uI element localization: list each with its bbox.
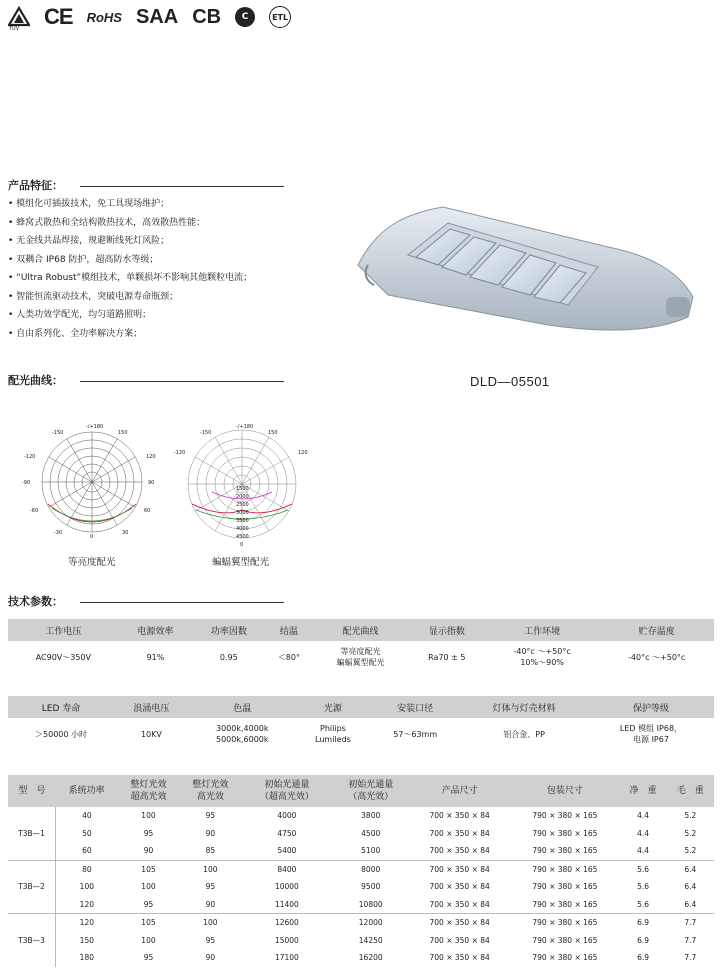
table-cell: 95 bbox=[205, 935, 216, 945]
table-header: 浪涌电压 bbox=[114, 696, 189, 718]
feature-item: • “Ultra Robust”模组技术，单颗损坏不影响其他颗粒电流； bbox=[8, 273, 253, 283]
table-row bbox=[8, 932, 714, 950]
table-cell: 4.4 bbox=[637, 828, 650, 838]
table-header: 工作电压 bbox=[8, 619, 119, 641]
table-cell: 5.2 bbox=[684, 828, 697, 838]
tick-label: -150 bbox=[200, 430, 212, 436]
table-cell: 铝合金、PP bbox=[503, 729, 545, 739]
table-cell: 700 × 350 × 84 bbox=[429, 899, 490, 909]
table-cell: 6.4 bbox=[667, 860, 714, 878]
spec-table-1 bbox=[8, 619, 714, 673]
params-title: 技术参数： bbox=[8, 595, 63, 608]
table-cell: 4500 bbox=[361, 828, 381, 838]
table-row bbox=[8, 718, 714, 750]
table-header: 初始光通量 （高光效） bbox=[332, 775, 409, 807]
table-header: 包装尺寸 bbox=[510, 775, 619, 807]
table-cell: 790 × 380 × 165 bbox=[532, 953, 598, 963]
c-tick-mark: C bbox=[235, 7, 255, 27]
table-cell: 4000 bbox=[277, 811, 297, 821]
feature-list bbox=[8, 195, 252, 343]
table-row bbox=[8, 842, 714, 860]
model-group-name: T3B—1 bbox=[8, 807, 56, 860]
table-cell: 790 × 380 × 165 bbox=[532, 828, 598, 838]
table-cell: 100 bbox=[79, 882, 94, 892]
model-number: DLD—05501 bbox=[470, 374, 550, 389]
table-header: 功率因数 bbox=[192, 619, 265, 641]
table-cell: 9500 bbox=[361, 882, 381, 892]
table-cell: 700 × 350 × 84 bbox=[429, 828, 490, 838]
table-header: 光源 bbox=[296, 696, 370, 718]
tick-label: 150 bbox=[268, 430, 278, 436]
tick-label: -60 bbox=[30, 508, 39, 514]
table-cell: 7.7 bbox=[684, 953, 697, 963]
model-group-name: T3B—2 bbox=[8, 860, 56, 914]
table-cell: LED 模组 IP68， 电源 IP67 bbox=[619, 724, 683, 744]
table-cell: 790 × 380 × 165 bbox=[532, 899, 598, 909]
table-row bbox=[8, 896, 714, 914]
table-cell: 60 bbox=[82, 846, 92, 856]
tuv-triangle-icon bbox=[8, 6, 30, 32]
model-group-name: T3B—3 bbox=[8, 914, 56, 967]
table-cell: 16200 bbox=[358, 953, 383, 963]
etl-mark: ETL bbox=[269, 6, 291, 28]
table-cell: 5.6 bbox=[637, 899, 650, 909]
table-cell: 790 × 380 × 165 bbox=[510, 914, 619, 932]
table-cell: -40°c ～+50°c bbox=[628, 652, 686, 662]
tick-label: 2500 bbox=[236, 502, 249, 508]
table-cell: 180 bbox=[79, 953, 94, 963]
rohs-mark: RoHS bbox=[86, 9, 122, 25]
params-divider bbox=[80, 602, 284, 603]
tick-label: -30 bbox=[54, 530, 63, 536]
table-header: 保护等级 bbox=[588, 696, 714, 718]
polar-left-caption: 等亮度配光 bbox=[68, 557, 116, 568]
table-cell: -40°c ～+50°c 10%～90% bbox=[513, 647, 571, 667]
cb-mark: CB bbox=[192, 6, 222, 28]
table-cell: 5100 bbox=[361, 846, 381, 856]
table-cell: 50 bbox=[82, 828, 92, 838]
table-cell: 100 bbox=[179, 860, 241, 878]
table-cell: 0.95 bbox=[219, 652, 238, 662]
table-cell: AC90V～350V bbox=[35, 652, 91, 662]
table-cell: 5.6 bbox=[620, 860, 667, 878]
table-cell: 90 bbox=[205, 953, 216, 963]
table-cell: 10800 bbox=[358, 899, 383, 909]
features-divider bbox=[80, 186, 284, 187]
table-cell: 90 bbox=[205, 828, 216, 838]
tick-label: 120 bbox=[298, 450, 308, 456]
curve-title: 配光曲线： bbox=[8, 374, 63, 387]
polar-chart-right bbox=[170, 418, 320, 548]
table-cell: 5.6 bbox=[637, 882, 650, 892]
table-cell: 6.9 bbox=[620, 914, 667, 932]
table-header: 系统功率 bbox=[56, 775, 118, 807]
feature-item: • 蜂窝式散热和全结构散热技术，高效散热性能； bbox=[8, 217, 206, 228]
table-header: 产品尺寸 bbox=[409, 775, 510, 807]
curve-divider bbox=[80, 381, 284, 382]
tick-label: -/+180 bbox=[86, 424, 104, 430]
table-cell: 700 × 350 × 84 bbox=[429, 953, 490, 963]
table-header: 配光曲线 bbox=[312, 619, 409, 641]
table-cell: 95 bbox=[205, 882, 216, 892]
table-cell: 700 × 350 × 84 bbox=[429, 846, 490, 856]
tick-label: 1500 bbox=[236, 486, 249, 492]
table-cell: 100 bbox=[141, 811, 156, 821]
table-cell: 700 × 350 × 84 bbox=[429, 811, 490, 821]
tick-label: 90 bbox=[148, 480, 155, 486]
table-header: LED 寿命 bbox=[8, 696, 114, 718]
table-header: 初始光通量 （超高光效） bbox=[241, 775, 332, 807]
table-header: 显示指数 bbox=[409, 619, 485, 641]
certification-logos bbox=[8, 4, 291, 32]
table-cell: 90 bbox=[143, 846, 154, 856]
table-header: 毛 重 bbox=[667, 775, 714, 807]
table-cell: 4.4 bbox=[637, 811, 650, 821]
tick-label: 30 bbox=[122, 530, 129, 536]
table-cell: 790 × 380 × 165 bbox=[532, 935, 598, 945]
table-cell: 790 × 380 × 165 bbox=[532, 846, 598, 856]
table-cell: 100 bbox=[141, 935, 156, 945]
tick-label: 120 bbox=[146, 454, 156, 460]
table-cell: 700 × 350 × 84 bbox=[409, 860, 510, 878]
tick-label: 150 bbox=[118, 430, 128, 436]
saa-mark: SAA bbox=[135, 6, 179, 28]
table-header: 灯体与灯壳材料 bbox=[460, 696, 588, 718]
table-cell: 95 bbox=[143, 899, 154, 909]
table-cell: ＜80° bbox=[277, 652, 300, 662]
table-cell: 95 bbox=[143, 953, 154, 963]
table-cell: 700 × 350 × 84 bbox=[429, 935, 490, 945]
feature-item: • 无金线共晶焊接，规避断线死灯风险； bbox=[8, 236, 170, 246]
tick-label: -120 bbox=[24, 454, 36, 460]
spec-table-2 bbox=[8, 696, 714, 750]
table-cell: 3000k,4000k 5000k,6000k bbox=[216, 724, 269, 744]
tick-label: 60 bbox=[144, 508, 151, 514]
table-cell: 8000 bbox=[332, 860, 409, 878]
features-title: 产品特征： bbox=[8, 179, 63, 192]
table-header: 整灯光效 高光效 bbox=[179, 775, 241, 807]
table-cell: 5.2 bbox=[684, 811, 697, 821]
table-cell: 10000 bbox=[274, 882, 299, 892]
feature-item: • 自由系列化、全功率解决方案； bbox=[8, 328, 143, 339]
table-cell: 790 × 380 × 165 bbox=[532, 882, 598, 892]
table-row bbox=[8, 825, 714, 843]
tick-label: 2000 bbox=[236, 494, 249, 500]
table-cell: 8400 bbox=[241, 860, 332, 878]
table-header: 电源效率 bbox=[119, 619, 192, 641]
polar-right-caption: 蝙蝠翼型配光 bbox=[212, 557, 270, 568]
table-cell: 6.4 bbox=[684, 882, 697, 892]
table-header: 工作环境 bbox=[485, 619, 600, 641]
model-table bbox=[8, 775, 714, 967]
table-cell: 6.9 bbox=[637, 935, 650, 945]
tick-label: -90 bbox=[22, 480, 31, 486]
table-cell: 105 bbox=[118, 860, 180, 878]
table-cell: 3800 bbox=[361, 811, 381, 821]
table-cell: Ra70 ± 5 bbox=[428, 652, 466, 662]
table-row bbox=[8, 641, 714, 673]
table-cell: 150 bbox=[79, 935, 94, 945]
table-cell: 80 bbox=[56, 860, 118, 878]
table-cell: 5.2 bbox=[684, 846, 697, 856]
table-cell: 120 bbox=[79, 899, 94, 909]
tuv-label: TÜV bbox=[9, 26, 20, 32]
table-header: 色温 bbox=[189, 696, 296, 718]
tick-label: -/+180 bbox=[236, 424, 254, 430]
table-cell: 790 × 380 × 165 bbox=[510, 860, 619, 878]
table-cell: 5400 bbox=[277, 846, 297, 856]
table-cell: 7.7 bbox=[667, 914, 714, 932]
tick-label: 0 bbox=[240, 542, 244, 548]
tick-label: 3500 bbox=[236, 518, 249, 524]
table-cell: 40 bbox=[82, 811, 92, 821]
tick-label: -150 bbox=[52, 430, 64, 436]
table-cell: 7.7 bbox=[684, 935, 697, 945]
table-cell: 700 × 350 × 84 bbox=[429, 882, 490, 892]
tick-label: -120 bbox=[174, 450, 186, 456]
table-row bbox=[8, 914, 714, 932]
table-cell: 等亮度配光 蝙蝠翼型配光 bbox=[336, 647, 385, 667]
table-cell: 120 bbox=[56, 914, 118, 932]
table-cell: 100 bbox=[141, 882, 156, 892]
table-cell: 85 bbox=[205, 846, 216, 856]
table-header: 型 号 bbox=[8, 775, 56, 807]
polar-chart-left bbox=[20, 418, 170, 538]
table-cell: 4750 bbox=[277, 828, 297, 838]
feature-item: • 模组化可插拔技术，免工具现场维护； bbox=[8, 199, 170, 209]
table-header: 贮存温度 bbox=[599, 619, 714, 641]
street-light-image bbox=[348, 185, 708, 345]
table-cell: 6.4 bbox=[684, 899, 697, 909]
table-cell: 100 bbox=[179, 914, 241, 932]
table-row bbox=[8, 878, 714, 896]
table-cell: 790 × 380 × 165 bbox=[532, 811, 598, 821]
table-cell: 14250 bbox=[358, 935, 383, 945]
feature-item: • 人类功效学配光，均匀道路照明； bbox=[8, 310, 152, 320]
table-header: 净 重 bbox=[620, 775, 667, 807]
table-header: 安装口径 bbox=[370, 696, 460, 718]
table-cell: 6.9 bbox=[637, 953, 650, 963]
tick-label: 4500 bbox=[236, 534, 249, 540]
table-header: 结温 bbox=[266, 619, 313, 641]
tick-label: 3000 bbox=[236, 510, 249, 516]
table-cell: 105 bbox=[118, 914, 180, 932]
ce-mark: CE bbox=[44, 4, 73, 29]
table-row bbox=[8, 807, 714, 825]
table-cell: 12000 bbox=[332, 914, 409, 932]
tick-label: 4000 bbox=[236, 526, 249, 532]
table-cell: 15000 bbox=[274, 935, 299, 945]
table-header: 整灯光效 超高光效 bbox=[118, 775, 180, 807]
table-cell: 700 × 350 × 84 bbox=[409, 914, 510, 932]
table-cell: 4.4 bbox=[637, 846, 650, 856]
table-cell: Philips Lumileds bbox=[315, 724, 351, 744]
table-cell: 12600 bbox=[241, 914, 332, 932]
table-cell: 95 bbox=[205, 811, 216, 821]
table-cell: ＞50000 小时 bbox=[35, 729, 88, 739]
table-row bbox=[8, 860, 714, 878]
feature-item: • 双耦合 IP68 防护，超高防水等级； bbox=[8, 254, 159, 265]
table-cell: 10KV bbox=[140, 729, 162, 739]
table-cell: 91% bbox=[146, 652, 165, 662]
feature-item: • 智能恒流驱动技术，突破电源寿命瓶颈； bbox=[8, 291, 179, 302]
table-cell: 17100 bbox=[274, 953, 299, 963]
table-row bbox=[8, 949, 714, 967]
table-cell: 11400 bbox=[274, 899, 299, 909]
table-cell: 57～63mm bbox=[393, 729, 438, 739]
tick-label: 0 bbox=[90, 534, 94, 538]
table-cell: 90 bbox=[205, 899, 216, 909]
table-cell: 95 bbox=[143, 828, 154, 838]
